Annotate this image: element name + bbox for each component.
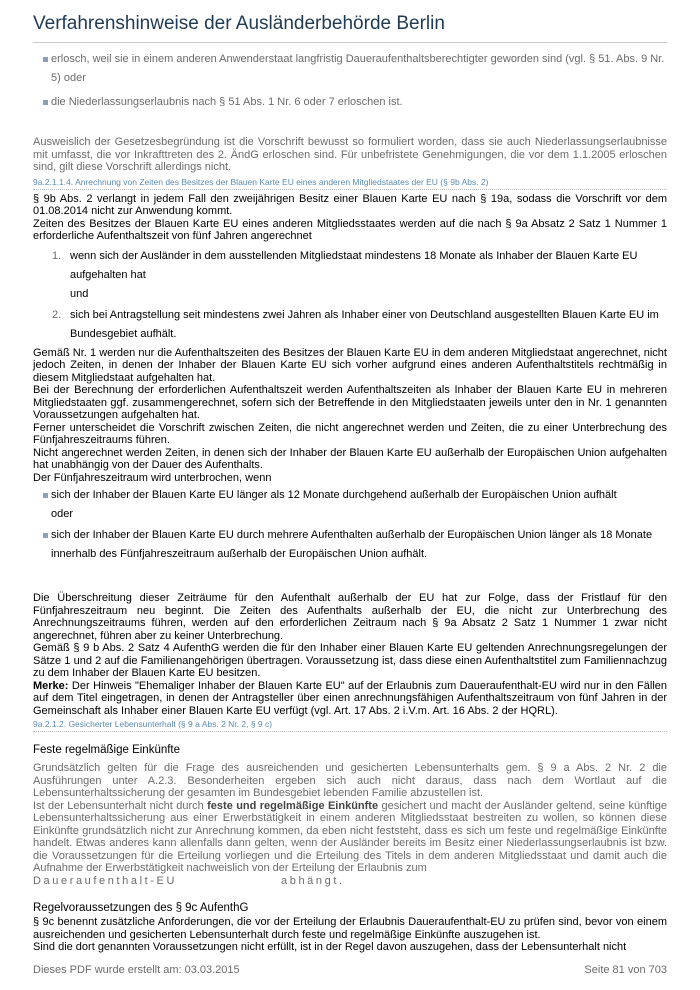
numbered-list [33, 247, 667, 344]
footer-created-date: Dieses PDF wurde erstellt am: 03.03.2015 [33, 964, 240, 976]
paragraph: Zeiten des Besitzes der Blauen Karte EU eines anderen Mitgliedsstaates werden auf die nach § 9a Absatz 2 Satz 1 Nummer 1 erforderliche Aufenthaltszeit von fünf Jahren angerechnet [33, 217, 667, 242]
footer-page-number: Seite 81 von 703 [584, 964, 667, 976]
paragraph: Der Fünfjahreszeitraum wird unterbrochen, wenn [33, 471, 272, 484]
paragraph: Gemäß § 9 b Abs. 2 Satz 4 AufenthG werden die für den Inhaber einer Blauen Karte EU geltenden Anrechnungsregelungen der Sätze 1 und 2 auf die Familienangehörigen übertragen. Voraussetzung ist, dass diese einen Aufenthaltstitel zum Familiennachzug zu dem Inhaber der Blauen Karte EU besitzen. [33, 642, 667, 679]
paragraph: Ist der Lebensunterhalt nicht durch feste und regelmäßige Einkünfte gesichert und macht der Ausländer geltend, seine künftige Lebensunterhaltssicherung aus einer Erwerbstätigkeit in einem anderen Mitgliedsstaat bestreiten zu wollen, so können diese Einkünfte grundsätzlich nicht zur Anrechnung kommen, da eben nicht feststeht, dass es sich um feste und regelmäßige Einkünfte handelt. Etwas anderes kann allenfalls dann gelten, wenn der Ausländer bereits im Besitz einer Niederlassungserlaubnis ist bzw. die Voraussetzungen für die Erteilung vorliegen und die Erteilung des Titels in dem anderen Mitgliedsstaat und damit auch die Aufnahme der Erwerbstätigkeit nachweislich von der Erteilung der Erlaubnis zum Daueraufenthalt-EU abhängt. [33, 799, 667, 887]
paragraph: Grundsätzlich gelten für die Frage des ausreichenden und gesicherten Lebensunterhalts gem. § 9 a Abs. 2 Nr. 2 die Ausführungen unter A.2.3. Besonderheiten ergeben sich auch nicht daraus, dass nach dem Wortlaut auf die Lebensunterhaltssicherung der gesamten im Bundesgebiet lebenden Familie abzustellen ist. [33, 762, 667, 799]
intro-paragraph: Ausweislich der Gesetzesbegründung ist die Vorschrift bewusst so formuliert worden, dass sie auch Niederlassungserlaubnisse mit umfasst, die vor Inkrafttreten des 2. ÄndG erloschen sind. Für unbefristete Genehmigungen, die vor dem 1.1.2005 erloschen sind, gilt diese Vorschrift allerdings nicht. [33, 136, 667, 173]
paragraph: Sind die dort genannten Voraussetzungen nicht erfüllt, ist in der Regel davon auszugehen, dass der Lebensunterhalt nicht [33, 941, 627, 953]
square-bullet-icon [43, 57, 48, 62]
list-item: 2. sich bei Antragstellung seit mindestens zwei Jahren als Inhaber einer von Deutschland ausgestellten Blauen Karte EU im Bundesgebiet aufhält. [33, 306, 667, 344]
intro-bullet-list [43, 50, 667, 112]
merke-note: Merke: Der Hinweis "Ehemaliger Inhaber der Blauen Karte EU" auf der Erlaubnis zum Daueraufenthalt-EU wird nur in den Fällen auf dem Titel eingetragen, in denen der Antragsteller über einen anrechnungsfähigen Aufenthaltszeitraum von fünf Jahren in der Gemeinschaft als Inhaber einer Blauen Karte EU verfügt (vgl. Art. 17 Abs. 2 i.V.m. Art. 16 Abs. 2 der HQRL). [33, 679, 667, 717]
merke-label: Merke: [33, 679, 69, 692]
paragraph: Ferner unterscheidet die Vorschrift zwischen Zeiten, die nicht angerechnet werden und Zeiten, die zu einer Unterbrechung des Fünfjahreszeitraums führen. [33, 421, 667, 446]
paragraph: § 9c benennt zusätzliche Anforderungen, die vor der Erteilung der Erlaubnis Daueraufenthalt-EU zu prüfen sind, bevor von einem ausreichenden und gesicherten Lebensunterhalt durch feste und regelmäßige Einkünfte auszugehen ist. [33, 916, 667, 941]
paragraph: Nicht angerechnet werden Zeiten, in denen sich der Inhaber der Blauen Karte EU außerhalb der Europäischen Union aufgehalten hat unabhängig von der Dauer des Aufenthalts. [33, 446, 667, 471]
square-bullet-icon [43, 533, 48, 538]
list-item: sich der Inhaber der Blauen Karte EU länger als 12 Monate durchgehend außerhalb der Europäischen Union aufhält oder [43, 486, 667, 524]
page-footer [33, 964, 667, 976]
bullet-list [43, 486, 667, 564]
document-page [33, 12, 667, 954]
subheading-regelvoraussetzungen: Regelvoraussetzungen des § 9c AufenthG [33, 902, 249, 914]
subheading-feste-einkuenfte: Feste regelmäßige Einkünfte [33, 744, 181, 756]
paragraph: Die Überschreitung dieser Zeiträume für den Aufenthalt außerhalb der EU hat zur Folge, dass der Fristlauf für den Fünfjahreszeitraum neu beginnt. Die Zeiten des Aufenthalts außerhalb der EU, die nicht zur Unterbrechung des Anrechnungszeitraums führen, werden auf den erforderlichen Zeitraum nach § 9a Absatz 2 Satz 1 Nummer 1 zwar nicht angerechnet, führen aber zu keiner Unterbrechung. [33, 592, 667, 642]
list-item: die Niederlassungserlaubnis nach § 51 Abs. 1 Nr. 6 oder 7 erloschen ist. [43, 93, 667, 112]
paragraph: § 9b Abs. 2 verlangt in jedem Fall den zweijährigen Besitz einer Blauen Karte EU nach § 19a, sodass die Vorschrift vor dem 01.08.2014 nicht zur Anwendung kommt. [33, 192, 667, 217]
page-title: Verfahrenshinweise der Ausländerbehörde Berlin [33, 12, 667, 43]
square-bullet-icon [43, 493, 48, 498]
section-heading-9a-2-1-2[interactable]: 9a.2.1.2. Gesicherter Lebensunterhalt (§ 9 a Abs. 2 Nr. 2, § 9 c) [33, 718, 667, 732]
list-item: erlosch, weil sie in einem anderen Anwenderstaat langfristig Daueraufenthaltsberechtigter geworden sind (vgl. § 51. Abs. 9 Nr. 5) oder [43, 50, 667, 88]
list-number: 1. [52, 249, 62, 262]
square-bullet-icon [43, 100, 48, 105]
section-heading-9a-2-1-1-4[interactable]: 9a.2.1.1.4. Anrechnung von Zeiten des Besitzes der Blauen Karte EU eines anderen Mitgliedstaates der EU (§ 9b Abs. 2) [33, 176, 667, 190]
paragraph: Gemäß Nr. 1 werden nur die Aufenthaltszeiten des Besitzes der Blauen Karte EU in dem anderen Mitgliedstaat angerechnet, nicht jedoch Zeiten, in denen der Inhaber der Blauen Karte EU sich vorher aufgrund eines anderen Aufenthaltstitels rechtmäßig in diesem Mitgliedstaat aufgehalten hat. [33, 346, 667, 384]
list-item: 1. wenn sich der Ausländer in dem ausstellenden Mitgliedstaat mindestens 18 Monate als Inhaber der Blauen Karte EU aufgehalten hat und [33, 247, 667, 304]
paragraph: Bei der Berechnung der erforderlichen Aufenthaltszeit werden Aufenthaltszeiten als Inhaber der Blauen Karte EU in mehreren Mitgliedstaaten ggf. zusammengerechnet, sofern sich der Betreffende in den Mitgliedstaaten jeweils unter den in Nr. 1 genannten Voraussetzungen aufgehalten hat. [33, 384, 667, 421]
list-item: sich der Inhaber der Blauen Karte EU durch mehrere Aufenthalten außerhalb der Europäischen Union länger als 18 Monate innerhalb des Fünfjahreszeitraum außerhalb der Europäischen Union aufhält. [43, 526, 667, 564]
list-number: 2. [52, 308, 62, 321]
